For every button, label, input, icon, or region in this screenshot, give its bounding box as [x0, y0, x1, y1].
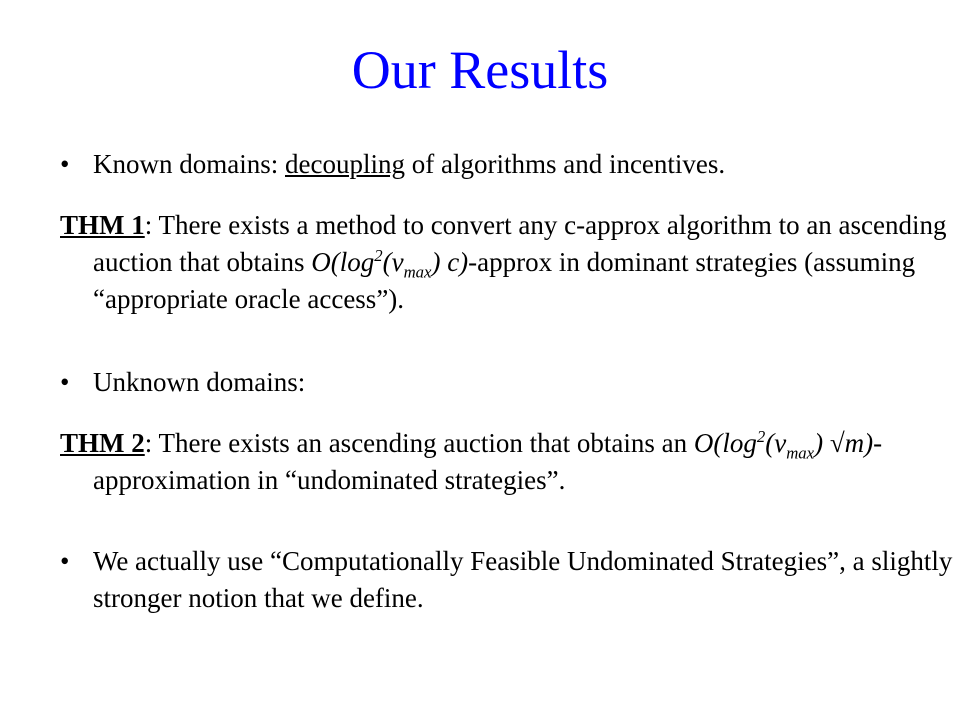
thm2-text-2: -approximation in “undominated strategies”.: [93, 428, 883, 495]
thm2-m2: (v: [765, 428, 787, 458]
thm2-formula: [693, 427, 874, 463]
bullet-dot: •: [60, 546, 70, 576]
thm2-m1: O(log: [693, 428, 757, 458]
b2-text: Unknown domains:: [93, 367, 306, 397]
theorem-2: [60, 425, 953, 499]
thm2-label: THM 2: [60, 428, 145, 458]
thm2-text-1: : There exists an ascending auction that obtains an: [144, 428, 694, 458]
thm2-m3: ) √m): [814, 428, 874, 458]
theorem-1: [60, 207, 953, 318]
thm2-sub: max: [786, 443, 815, 463]
thm1-text-1: : There exists a method to convert any c-approx algorithm to an ascending auction that obtains: [93, 210, 947, 277]
thm2-sup: 2: [756, 427, 766, 446]
thm1-m3: ) c): [431, 247, 469, 277]
bullet-known-domains: [60, 146, 953, 183]
b1-post: of algorithms and incentives.: [404, 149, 726, 179]
thm1-m1: O(log: [311, 247, 375, 277]
bullet-unknown-domains: [60, 364, 953, 401]
b3-text: We actually use “Computationally Feasible Undominated Strategies”, a slightly stronger notion that we define.: [93, 546, 953, 613]
slide-title: Our Results: [351, 40, 609, 100]
thm1-label: THM 1: [60, 210, 145, 240]
thm1-sup: 2: [374, 246, 383, 265]
thm1-formula: [311, 246, 469, 282]
b1-underlined: decoupling: [285, 149, 405, 179]
thm1-sub: max: [403, 262, 432, 282]
bullet-dot: •: [60, 149, 70, 179]
b1-pre: Known domains:: [93, 149, 285, 179]
thm1-text-2: -approx in dominant strategies (assuming “appropriate oracle access”).: [93, 247, 916, 314]
thm1-m2: (v: [382, 247, 404, 277]
bullet-dot: •: [60, 367, 70, 397]
bullet-cfus: [60, 543, 953, 617]
